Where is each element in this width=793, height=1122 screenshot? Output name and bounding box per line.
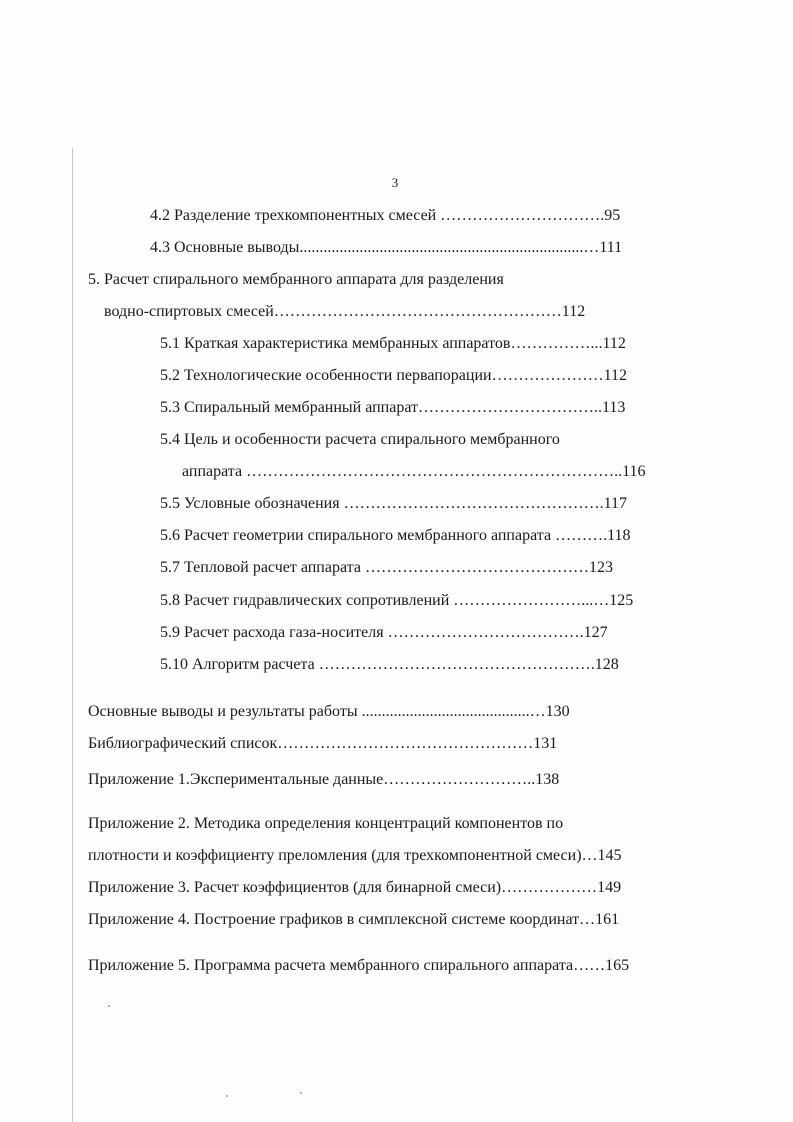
toc-entry-appendix-1: Приложение 1.Экспериментальные данные………………………..138 <box>88 771 560 788</box>
toc-entry-5-6: 5.6 Расчет геометрии спирального мембранного аппарата ……….118 <box>160 527 631 544</box>
page-number: 3 <box>391 175 399 190</box>
toc-entry-appendix-2-cont: плотности и коэффициенту преломления (для трехкомпонентной смеси)…145 <box>88 847 622 864</box>
toc-entry-5-10: 5.10 Алгоритм расчета …………………………………………….128 <box>160 656 619 673</box>
toc-entry-appendix-3: Приложение 3. Расчет коэффициентов (для бинарной смеси)………………149 <box>88 879 622 896</box>
scan-speck <box>226 1095 228 1097</box>
toc-entry-4-2: 4.2 Разделение трехкомпонентных смесей ………………………….95 <box>150 207 621 224</box>
scan-speck <box>108 1005 110 1007</box>
toc-entry-5: 5. Расчет спирального мембранного аппарата для разделения <box>88 271 504 288</box>
toc-entry-5-3: 5.3 Спиральный мембранный аппарат……………………………..113 <box>160 399 626 416</box>
toc-entry-5-cont: водно-спиртовых смесей………………………………………………112 <box>104 303 586 320</box>
toc-entry-conclusions: Основные выводы и результаты работы ..........................................…130 <box>88 703 570 720</box>
toc-entry-5-4: 5.4 Цель и особенности расчета спирального мембранного <box>160 431 560 448</box>
toc-entry-5-2: 5.2 Технологические особенности первапорации…………………112 <box>160 367 627 384</box>
scan-speck <box>300 1092 302 1094</box>
toc-entry-appendix-2: Приложение 2. Методика определения концентраций компонентов по <box>88 815 564 832</box>
toc-entry-5-5: 5.5 Условные обозначения ………………………………………….117 <box>160 495 627 512</box>
toc-entry-5-1: 5.1 Краткая характеристика мембранных аппаратов……………...112 <box>160 335 626 352</box>
toc-entry-bibliography: Библиографический список…………………………………………131 <box>88 735 558 752</box>
toc-entry-4-3: 4.3 Основные выводы.......................................................................…111 <box>150 239 623 256</box>
toc-entry-appendix-5: Приложение 5. Программа расчета мембранного спирального аппарата……165 <box>88 957 630 974</box>
toc-entry-5-9: 5.9 Расчет расхода газа-носителя ……………………………….127 <box>160 624 608 641</box>
toc-entry-appendix-4: Приложение 4. Построение графиков в симплексной системе координат…161 <box>88 911 620 928</box>
toc-entry-5-4-cont: аппарата ……………………………………………………………..116 <box>182 463 646 480</box>
scan-edge-line <box>72 148 73 1122</box>
toc-entry-5-7: 5.7 Тепловой расчет аппарата ……………………………………123 <box>160 559 613 576</box>
toc-entry-5-8: 5.8 Расчет гидравлических сопротивлений ……………………...…125 <box>160 592 634 609</box>
